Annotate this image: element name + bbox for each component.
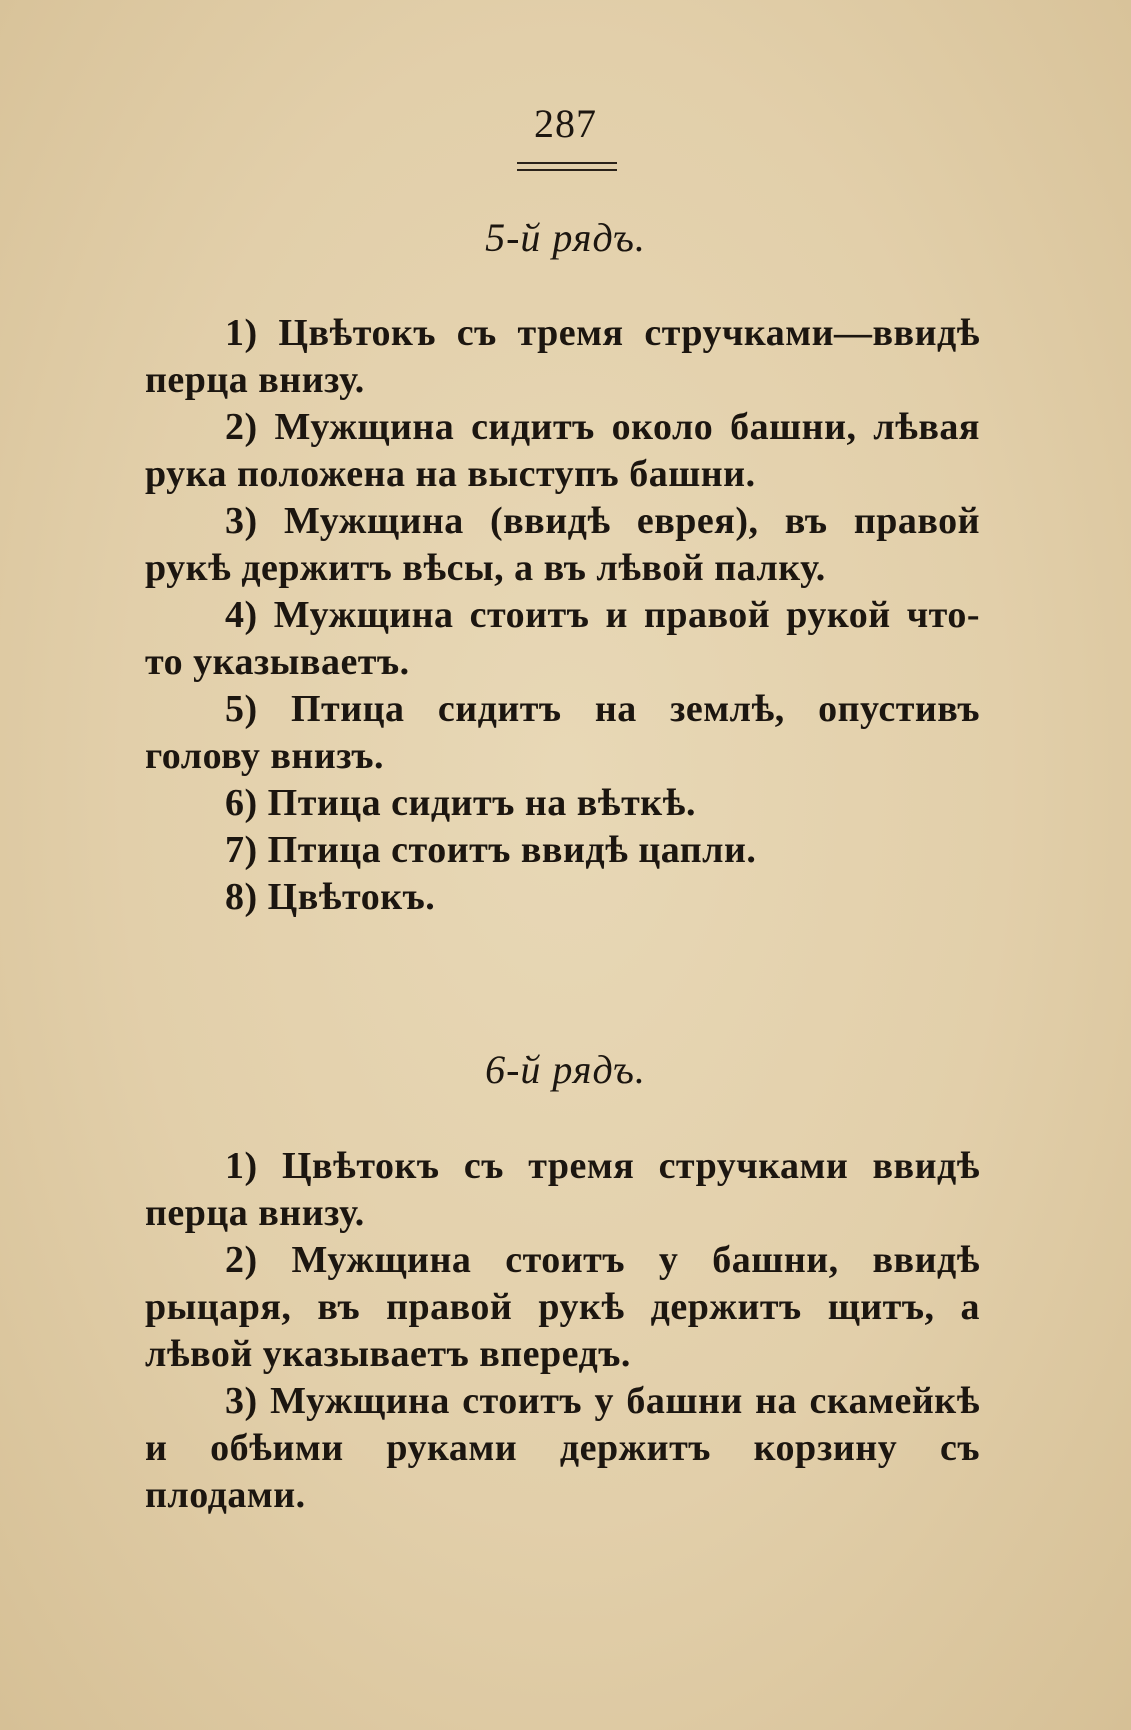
list-item: 1) Цвѣтокъ съ тремя стручками ввидѣ перца внизу. — [145, 1145, 980, 1234]
page-number-rule-bottom — [517, 169, 617, 171]
section-heading-row-6: 6-й рядъ. — [485, 1047, 646, 1092]
list-item: 2) Мужщина сидитъ около башни, лѣвая рука положена на выступъ башни. — [145, 406, 980, 495]
list-item: 2) Мужщина стоитъ у башни, ввидѣ рыцаря, въ правой рукѣ держитъ щитъ, а лѣвой указываетъ впередъ. — [145, 1239, 980, 1375]
list-item: 4) Мужщина стоитъ и правой рукой что-то указываетъ. — [145, 594, 980, 683]
section-row-5 — [145, 310, 980, 921]
list-item: 1) Цвѣтокъ съ тремя стручками—ввидѣ перца внизу. — [145, 312, 980, 401]
page-number: 287 — [534, 101, 597, 146]
section-row-6 — [145, 1143, 980, 1519]
page-number-rule-top — [517, 162, 617, 164]
list-item: 7) Птица стоитъ ввидѣ цапли. — [225, 829, 757, 871]
section-heading-row-5: 5-й рядъ. — [485, 215, 646, 260]
list-item: 5) Птица сидитъ на землѣ, опустивъ голову внизъ. — [145, 688, 980, 777]
list-item: 3) Мужщина стоитъ у башни на скамейкѣ и обѣими руками держитъ корзину съ плодами. — [145, 1380, 980, 1516]
list-item: 6) Птица сидитъ на вѣткѣ. — [225, 782, 696, 824]
list-item: 8) Цвѣтокъ. — [225, 876, 436, 918]
list-item: 3) Мужщина (ввидѣ еврея), въ правой рукѣ держитъ вѣсы, а въ лѣвой палку. — [145, 500, 980, 589]
